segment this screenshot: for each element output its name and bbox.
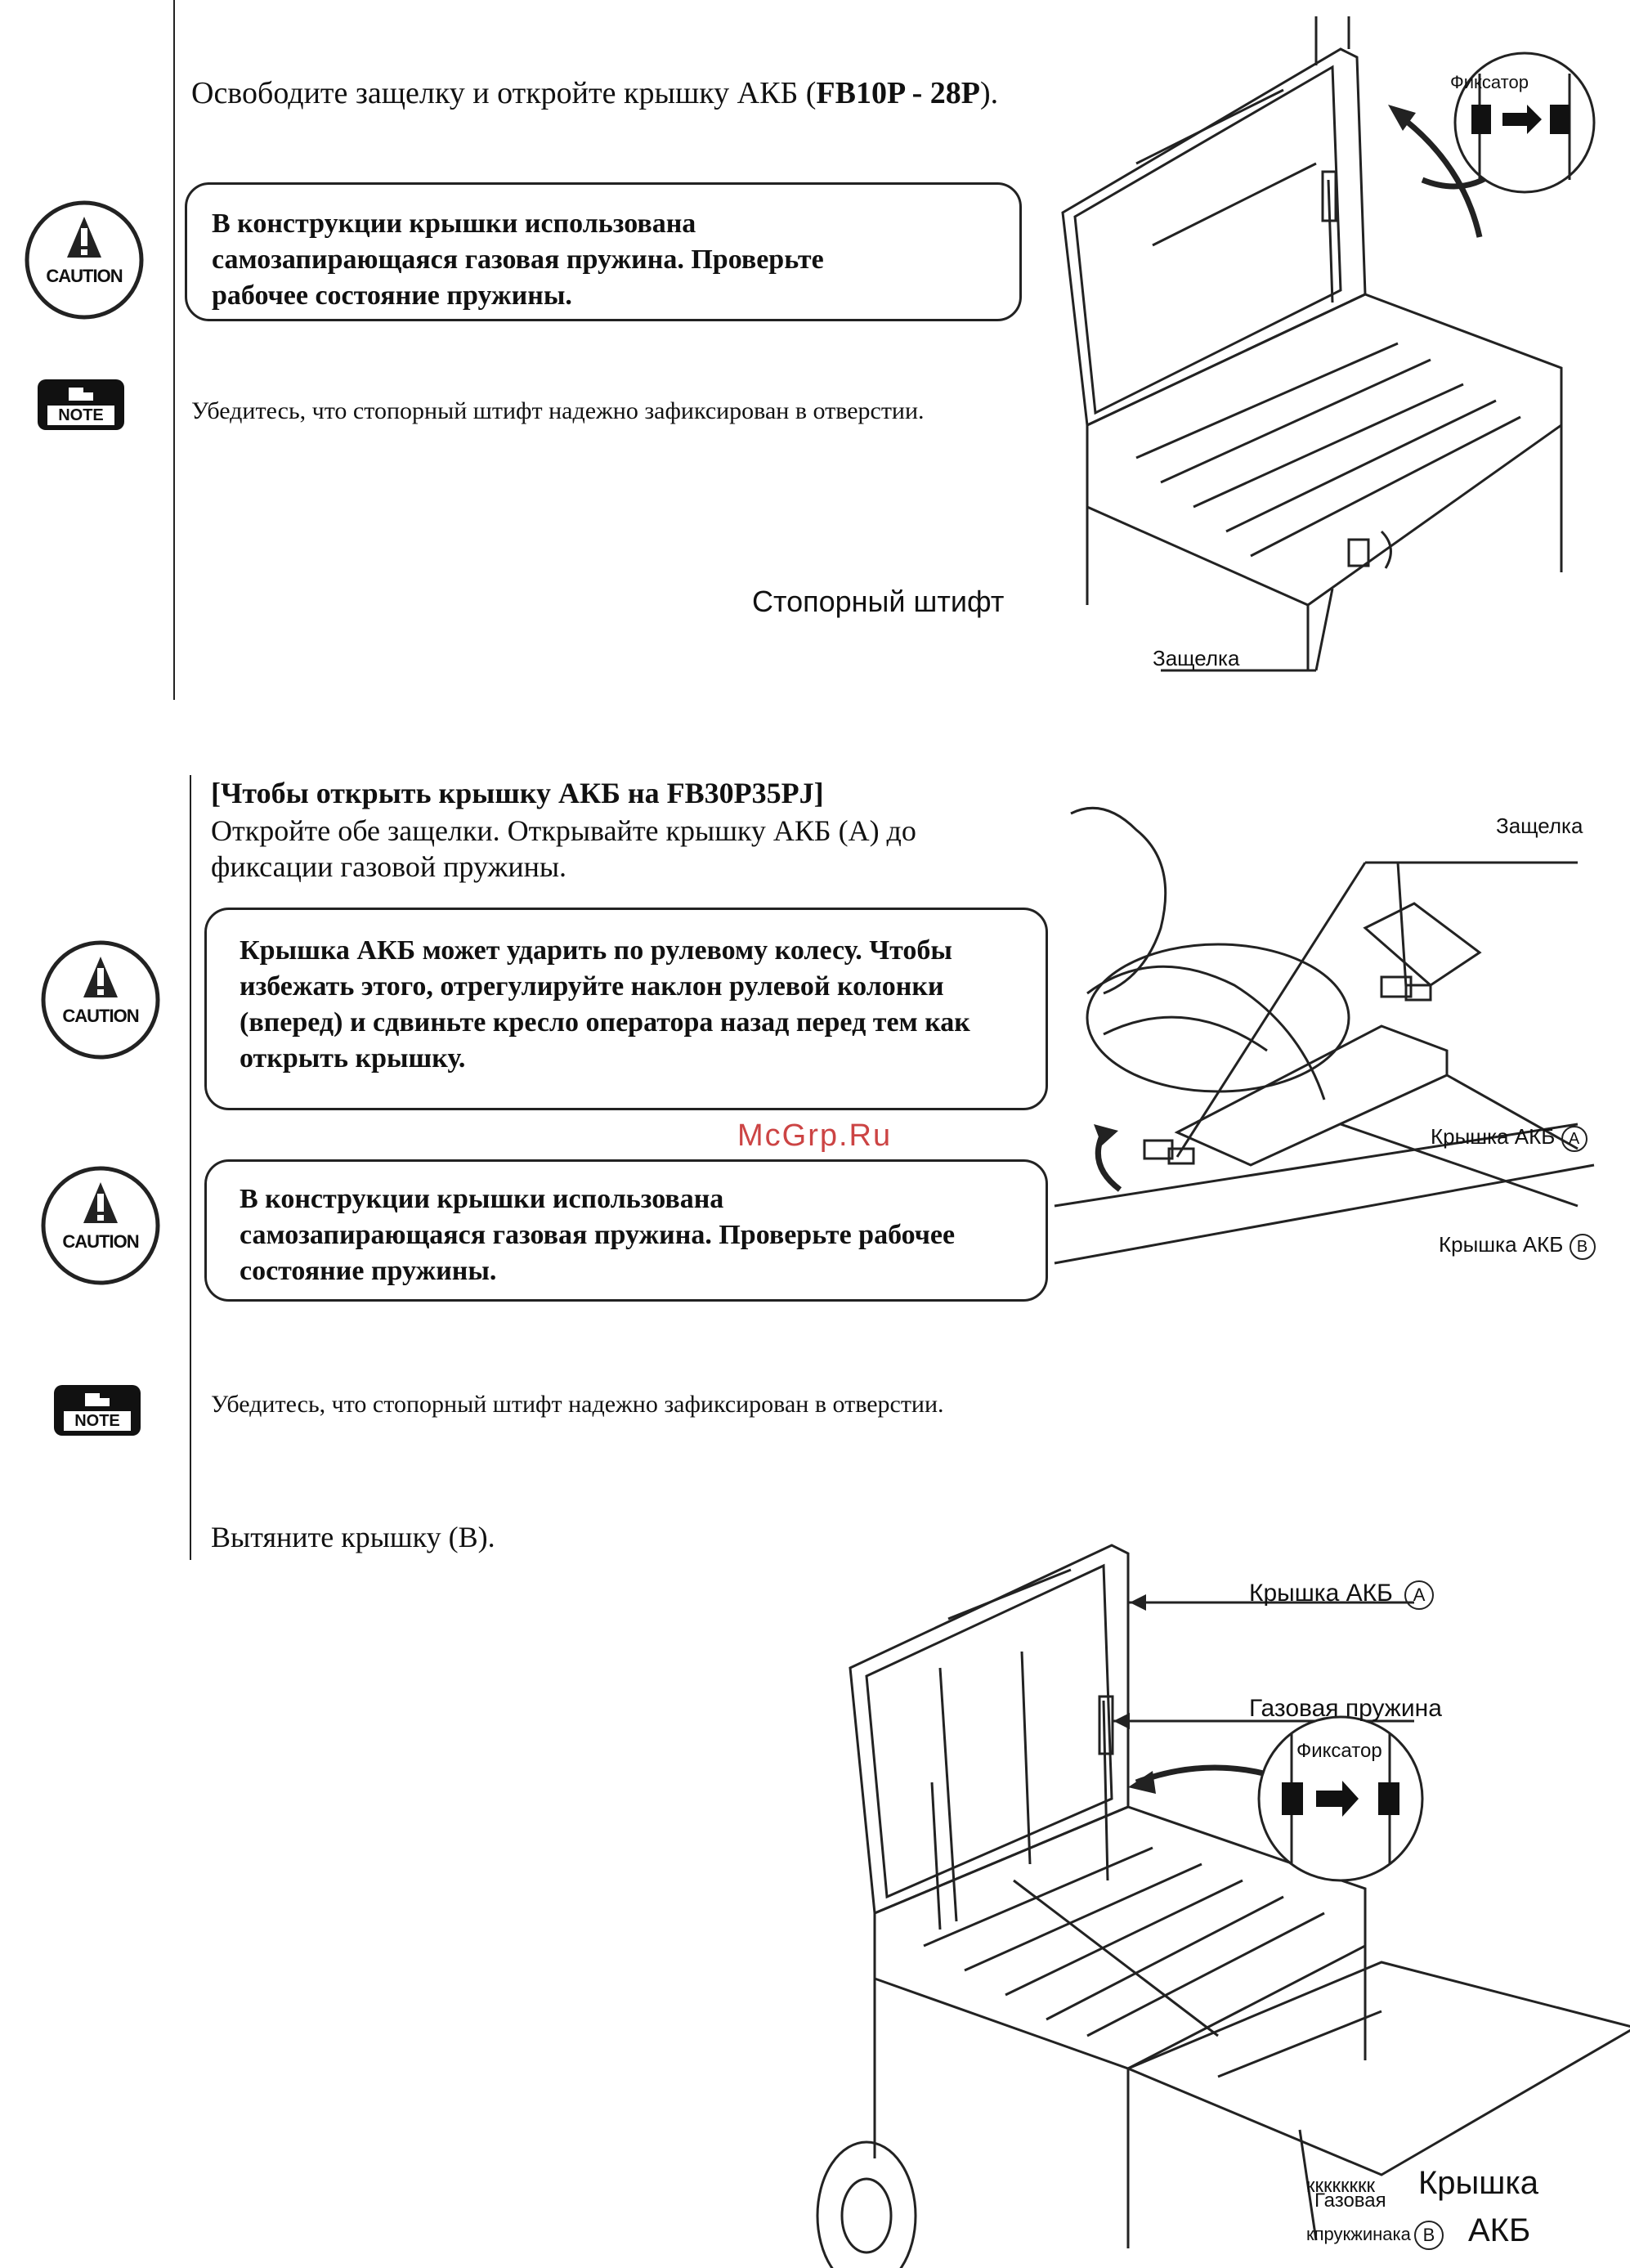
left-margin-rule-1 [173,0,175,700]
overlap-label-1: кккккккк [1306,2175,1375,2197]
section1-intro: Освободите защелку и откройте крышку АКБ (FB10P - 28P). [191,76,999,110]
latch-label: Защелка [1496,814,1583,838]
note-icon [52,1382,142,1439]
caution-box: В конструкции крышки использована самозапирающаяся газовая пружина. Проверьте рабочее состояние пружины. [185,182,1022,321]
overlap-label-3: кпрукжинака [1306,2224,1411,2244]
watermark: McGrp.Ru [737,1118,893,1153]
caution-icon [23,199,146,321]
caution-icon-label: CAUTION [62,1006,139,1026]
left-margin-rule-2 [190,775,191,1560]
pull-cover-text: Вытяните крышку (B). [211,1521,495,1553]
fixer-label: Фиксатор [1450,72,1529,92]
caution-icon [39,1164,162,1287]
cover-a-label: Крышка АКБ A [1431,1124,1587,1152]
cover-a-mark: A [1561,1126,1587,1152]
battery-cover-figure-2 [1055,781,1594,1288]
section2-heading: [Чтобы открыть крышку АКБ на FB30P35PJ] [211,777,824,809]
note-text: Убедитесь, что стопорный штифт надежно зафиксирован в отверстии. [191,397,925,424]
latch-label: Защелка [1153,646,1240,670]
cover-a-label: Крышка АКБ A [1249,1580,1434,1610]
caution-box-gas-spring: В конструкции крышки использована самозапирающаяся газовая пружина. Проверьте рабочее состояние пружины. [204,1159,1048,1302]
pin-label: Стопорный штифт [752,585,1005,618]
cover-b-label: Крышка АКБ B [1439,1232,1596,1260]
note-icon-label: NOTE [58,406,104,424]
cover-b-mark: B [1414,2221,1444,2250]
note-icon [36,376,126,433]
caution-icon [39,939,162,1061]
section2-intro: Откройте обе защелки. Открывайте крышку АКБ (A) до фиксации газовой пружины. [211,814,916,883]
overlap-label-2: Газовая [1314,2190,1386,2212]
caution-box-steering: Крышка АКБ может ударить по рулевому колесу. Чтобы избежать этого, отрегулируйте наклон рулевой колонки (вперед) и сдвиньте кресло оператора назад перед тем как открыть крышку. [204,908,1048,1110]
note-icon-label: NOTE [74,1412,120,1430]
fixer-label: Фиксатор [1296,1740,1382,1762]
caution-icon-label: CAUTION [46,266,123,286]
model-range: FB10P - 28P [816,76,980,110]
cover-a-mark: A [1404,1580,1434,1610]
note-text: Убедитесь, что стопорный штифт надежно зафиксирован в отверстии. [211,1391,944,1418]
cover-b-mark: B [1570,1234,1596,1260]
battery-cover-figure-3 [809,1537,1627,2265]
cover-b-word-1: Крышка [1418,2165,1539,2201]
gas-spring-label: Газовая пружина [1249,1695,1442,1722]
cover-b-word-2: АКБ [1468,2212,1531,2248]
caution-icon-label: CAUTION [62,1231,139,1252]
